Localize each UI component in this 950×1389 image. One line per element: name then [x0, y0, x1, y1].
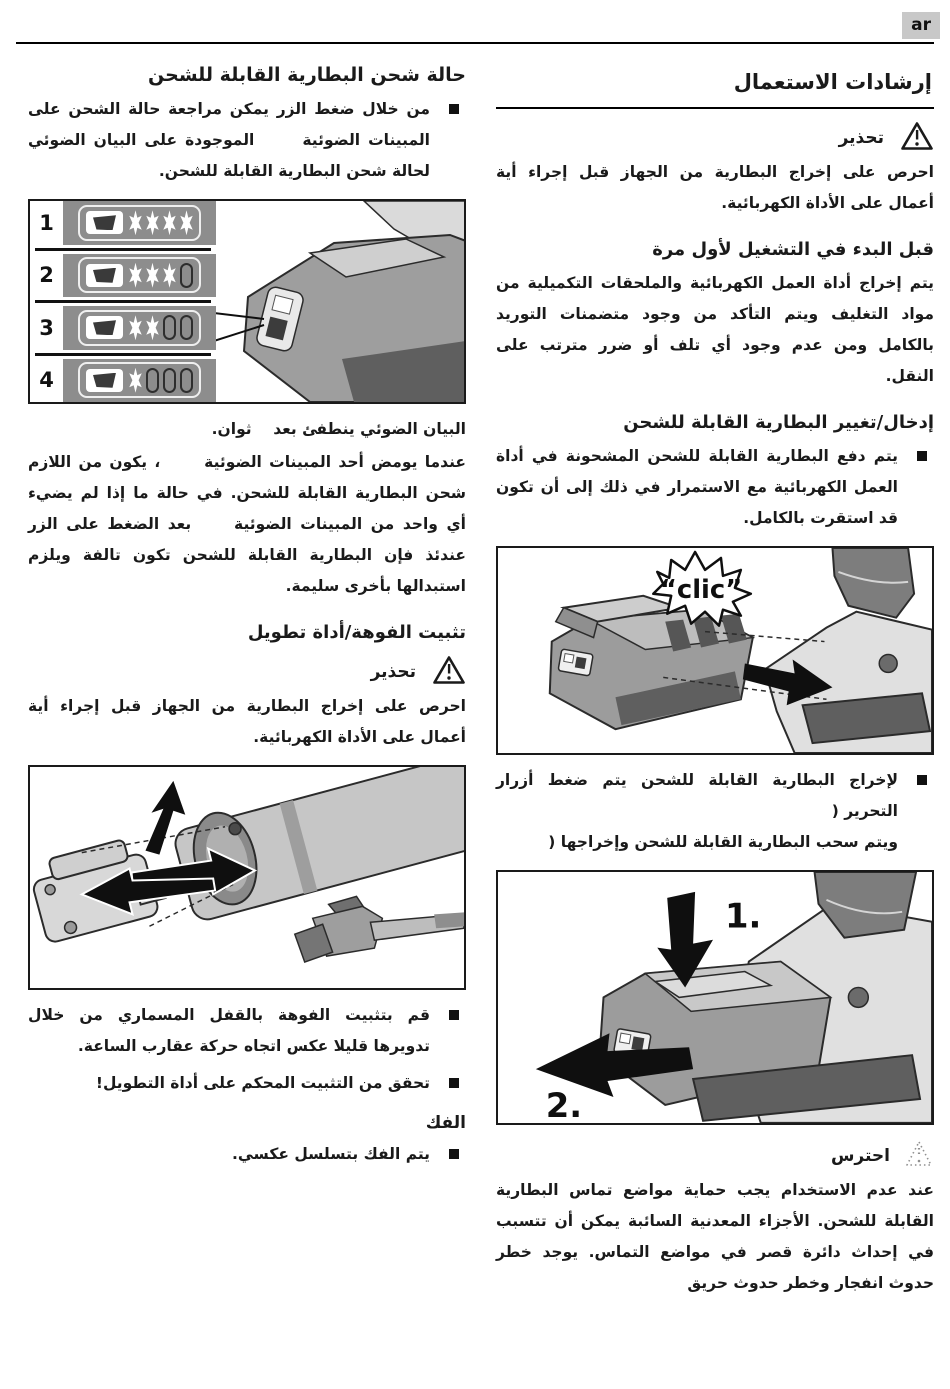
heading-disassembly: الفك — [425, 1112, 466, 1133]
row-number: 1 — [30, 201, 63, 245]
caution-block-header — [496, 1139, 934, 1173]
row-number: 3 — [30, 306, 63, 350]
row-separator — [30, 297, 216, 306]
warning-text: احرص على إخراج البطارية من الجهاز قبل إجراء أية أعمال على الأداة الكهربائية. — [496, 163, 934, 212]
led-lit — [180, 210, 193, 235]
heading-nozzle-mount: تثبيت الفوهة/أداة تطويل — [247, 622, 466, 643]
bullet-marker — [449, 1078, 459, 1088]
row-separator — [30, 350, 216, 359]
indicator-row — [30, 254, 216, 298]
battery-remove-illustration — [498, 872, 932, 1123]
tool-illustration — [765, 548, 932, 753]
warning-block-header — [496, 121, 934, 155]
figure-battery-remove — [496, 870, 934, 1125]
figure-battery-insert — [496, 546, 934, 755]
bullet-text: تحقق من التثبيت المحكم على أداة التطويل! — [95, 1073, 430, 1092]
bullet-insert-battery — [496, 441, 934, 534]
led-lit — [163, 263, 176, 288]
charge-indicator — [78, 362, 201, 398]
step-2-label: 2. — [545, 1085, 583, 1123]
led-lit — [146, 263, 159, 288]
bullet-marker — [449, 1149, 459, 1159]
indicator-row — [30, 359, 216, 403]
language-badge: ar — [902, 12, 940, 39]
figure-nozzle-mount — [28, 765, 466, 990]
led-off — [180, 315, 193, 340]
led-lit — [129, 368, 142, 393]
caution-dotted-icon — [904, 1139, 934, 1173]
two-column-layout — [28, 58, 934, 1301]
warning-block-header — [28, 655, 466, 689]
bullet-disassembly — [28, 1139, 466, 1170]
warning-label: تحذير — [370, 662, 416, 682]
first-use-paragraph: يتم إخراج أداة العمل الكهربائية والملحقات التكميلية من مواد التغليف ويتم التأكد من وجود متضمنات التوريد بالكامل ومن عدم وجود أي تلف أو ضرر مترتب على النقل. — [496, 274, 934, 385]
caution-label: احترس — [830, 1145, 890, 1166]
battery-icon — [86, 264, 123, 287]
bullet-text-line2: ويتم سحب البطارية القابلة للشحن وإخراجها ( — [548, 833, 898, 852]
warning-triangle-icon — [432, 655, 466, 689]
step-1-label: 1. — [724, 896, 762, 936]
bullet-check-fit — [28, 1068, 466, 1099]
row-separator — [30, 245, 216, 254]
led-lit — [129, 263, 142, 288]
heading-first-use: قبل البدء في التشغيل لأول مرة — [652, 239, 934, 260]
charge-indicator — [78, 310, 201, 346]
bullet-text-line1: لإخراج البطارية القابلة للشحن يتم ضغط أزرار التحرير ( — [496, 771, 898, 821]
header-divider — [16, 42, 934, 44]
warning-text: احرص على إخراج البطارية من الجهاز قبل إجراء أية أعمال على الأداة الكهربائية. — [28, 697, 466, 746]
led-lit — [146, 210, 159, 235]
blower-overview-inset — [295, 896, 464, 962]
bullet-marker — [449, 1010, 459, 1020]
heading-insert-battery: إدخال/تغيير البطارية القابلة للشحن — [623, 412, 934, 433]
bullet-fix-nozzle — [28, 1000, 466, 1062]
led-lit — [146, 315, 159, 340]
bullet-charge-check — [28, 94, 466, 187]
bullet-text: يتم دفع البطارية القابلة للشحن المشحونة في أداة العمل الكهربائية مع الاستمرار في ذلك إلى أن تكون قد استقرت بالكامل. — [496, 447, 898, 527]
figure-charge-states — [28, 199, 466, 404]
battery-closeup-illustration — [216, 201, 464, 402]
bullet-remove-battery — [496, 765, 934, 858]
row-number: 2 — [30, 254, 63, 298]
heading-charge-state: حالة شحن البطارية القابلة للشحن — [148, 64, 466, 86]
led-off — [180, 368, 193, 393]
bullet-marker — [917, 451, 927, 461]
bullet-text: يتم الفك بتسلسل عكسي. — [231, 1144, 430, 1163]
row-number: 4 — [30, 359, 63, 403]
battery-icon — [86, 316, 123, 339]
indicator-row — [30, 306, 216, 350]
battery-insert-illustration — [498, 548, 932, 753]
charge-indicator — [78, 205, 201, 241]
clic-bubble — [653, 552, 751, 626]
charge-indicator — [78, 257, 201, 293]
led-off — [163, 315, 176, 340]
battery-icon — [86, 369, 123, 392]
led-off — [146, 368, 159, 393]
led-lit — [163, 210, 176, 235]
charge-state-paragraph: عندما يومض أحد المبينات الضوئية ، يكون من اللازم شحن البطارية القابلة للشحن. في حالة ما إذا لم يضيء أي واحد من المبينات الضوئية بعد الضغط على الزر عندئذ فإن البطارية القابلة للشحن تكون تالفة ويلزم استبدالها بأخرى سليمة. — [28, 453, 466, 595]
caution-text: عند عدم الاستخدام يجب حماية مواضع تماس البطارية القابلة للشحن. الأجزاء المعدنية السائبة يمكن أن تتسبب في إحداث دائرة قصر في مواضع التماس. يوجد خطر حدوث انفجار وخطر حدوث حريق — [496, 1180, 934, 1292]
led-lit — [129, 315, 142, 340]
bullet-marker — [449, 104, 459, 114]
warning-triangle-icon — [900, 121, 934, 155]
nozzle-mount-illustration — [30, 767, 464, 988]
charge-state-paragraph-line1: البيان الضوئي ينطفئ بعد ثوان. — [211, 420, 466, 438]
led-lit — [129, 210, 142, 235]
bullet-marker — [917, 775, 927, 785]
led-off — [180, 263, 193, 288]
indicator-row — [30, 201, 216, 245]
column-left — [28, 58, 466, 1176]
bullet-text: قم بتثبيت الفوهة بالقفل المسماري من خلال تدويرها قليلا عكس اتجاه حركة عقارب الساعة. — [28, 1005, 430, 1055]
bullet-text: من خلال ضغط الزر يمكن مراجعة حالة الشحن على المبينات الضوئية الموجودة على البيان الضوئي لحالة شحن البطارية القابلة للشحن. — [28, 100, 430, 180]
led-off — [163, 368, 176, 393]
clic-sound-label: “clic” — [659, 574, 743, 605]
battery-icon — [86, 211, 123, 234]
warning-label: تحذير — [838, 128, 884, 148]
page-title: إرشادات الاستعمال — [496, 58, 934, 109]
indicator-panel — [30, 201, 216, 402]
column-right — [496, 58, 934, 1301]
